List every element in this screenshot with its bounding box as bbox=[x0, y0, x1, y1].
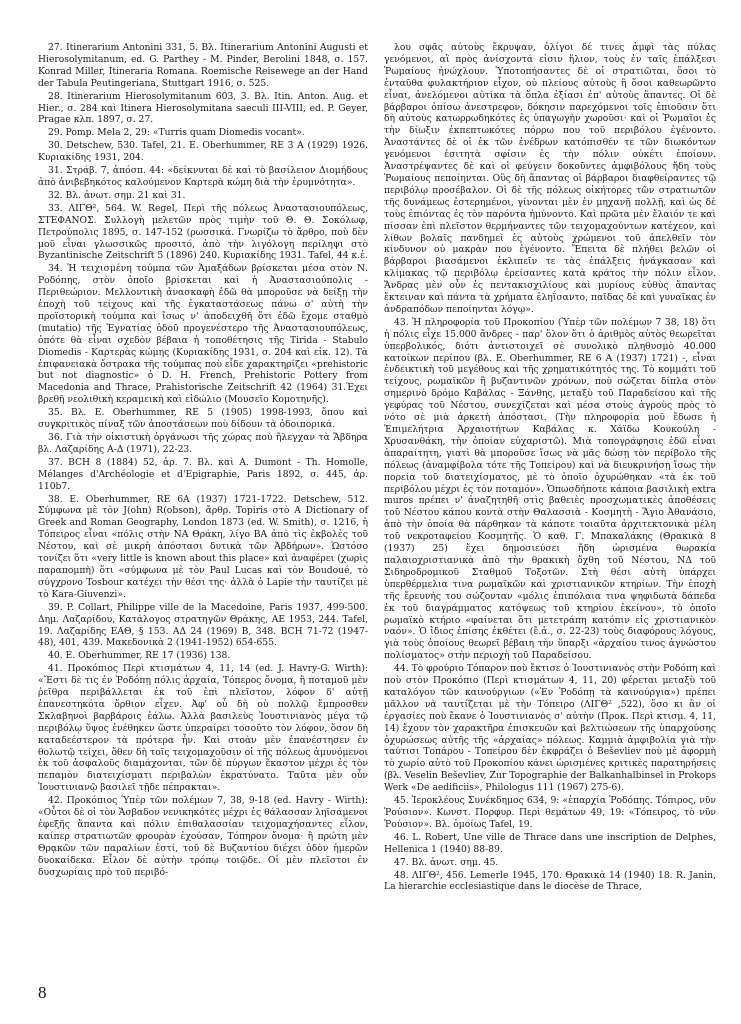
footnote: 36. Γιὰ τὴν οἰκιστικὴ ὀργάνωσι τῆς χώρας ποὺ ἤλεγχαν τὰ Ἄβδηρα βλ. Λαζαρίδης Α-Δ (1971), 22-23. bbox=[38, 432, 368, 455]
footnote: 30. Detschew, 530. Tafel, 21. E. Oberhummer, RE 3 A (1929) 1926. Κυριακίδης 1931, 204. bbox=[38, 140, 368, 164]
page-number: 8 bbox=[38, 983, 47, 1002]
footnote: 46. L. Robert, Une ville de Thrace dans une inscription de Delphes, Hellenica 1 (1940) 88-89. bbox=[384, 831, 716, 855]
footnote: 35. Βλ. E. Oberhummer, RE 5 (1905) 1998-1993, ὅπου καὶ συγκριτικὸς πίναξ τῶν ἀποστάσεων ποὺ δίδουν τὰ ὁδοιπορικά. bbox=[38, 407, 368, 431]
footnote: 28. Itinerarium Hierosolymitanum 603, 3. Βλ. Itin. Anton. Aug. et Hier., σ. 284 καὶ Itinera Hierosolymitana saeculi III-VIII, ed. P. Geyer, Pragae κλπ. 1897, σ. 27. bbox=[38, 90, 368, 126]
footnote: λου σφᾶς αὐτοὺς ἔκρυψαν, ὀλίγοι δέ τινες ἀμφὶ τὰς πύλας γενόμενοι, αἳ πρὸς ἀνίσχοντά εἰσιν ἥλιον, τοὺς ἐν ταῖς ἐπάλξεσι Ῥωμαίους ἠνώχλουν. Ὑποτοπήσαντες δὲ οἱ στρατιῶται, ὅσοι τὸ ἐνταῦθα φυλακτήριον εἶχον, οὐ πλείους αὐτοὺς ἢ ὅσοι καθεωρῶντο εἶναι, ἀνελόμενοι αὐτίκα τὰ ὅπλα ἐξίασι ἐπ' αὐτοὺς ἅπαντες. Οἱ δὲ βάρβαροι ὀπίσω ἀνεστρεφον, δόκησιν παρεχόμενοι τοῖς ἐπιοῦσιν ὅτι δὴ αὐτοὺς κατωρρωδηκότες ἐς ὑπαγωγὴν χωροῦσι· καὶ οἱ Ῥωμαῖοι ἐς τὴν δίωξιν ἐκπεπτωκότες πόρρω που τοῦ περιβόλου ἐγένοντο. Ἀναστάντες δὲ οἱ ἐκ τῶν ἐνέδρων κατόπισθέν τε τῶν διωκόντων γενόμενοι ἐσιτητὰ σφίσιν ἐς τὴν πόλιν οὐκέτι ἐποίουν. Ἀναστρέψαντες δὲ καὶ οἱ φεύγειν δοκοῦντες ἀμφιβόλους ἤδη τοὺς Ῥωμαίους πεποίηνται. Οὓς δὴ ἅπαντας οἱ βάρβαροι διαφθείραντες τῷ περιβόλῳ προσέβαλον. Οἱ δὲ τῆς πόλεως οἰκήτορες τῶν στρατιωτῶν τῆς δυνάμεως ἐστερημένοι, γίνονται μὲν ἐν μηχανῇ πολλῇ, καὶ ὡς δὲ τοὺς ἐπιόντας ἐς τὸν παρόντα ἠμύνοντο. Καὶ πρῶτα μὲν ἔλαιόν τε καὶ πίσσαν ἐπὶ πλεῖστον θερμήναντες τῶν τειχομαχούντων κατέχεον, καὶ λίθων βολαῖς πανδημεὶ ἐς αὐτοὺς χρώμενοι τοῦ ἀπελθεῖν τὸν κίνδυνον οὐ μακρὰν που ἐγένοντο. Ἔπειτα δὲ πλήθει βελῶν οἱ βάρβαροι βιασάμενοι ἐκλιπεῖν τε τὰς ἐπάλξεις ἠνάγκασαν καὶ κλίμακας τῷ περιβόλῳ ἐρείσαντες κατὰ κράτος τὴν πόλιν εἷλον. Ἄνδρας μὲν οὖν ἐς πεντακισχιλίους καὶ μυρίους εὐθὺς ἅπαντας ἔκτειναν καὶ πάντα τὰ χρήματα ἐληΐσαντο, παῖδας δὲ καὶ γυναῖκας ἐν ἀνδραπόδων πεποίηνται λόγῳ». bbox=[384, 42, 716, 315]
footnote: 31. Στράβ. 7, ἀπόσπ. 44: «δείκνυται δὲ καὶ τὸ βασίλειον Διομήδους ἀπὸ ἀνιβεβηκότος καλούμενον Καρτερὰ κώμη διὰ τὴν ἐρυμνότητα». bbox=[38, 165, 368, 188]
footnote: 37. BCH 8 (1884) 52, ἀρ. 7. Βλ. καὶ A. Dumont - Th. Homolle, Mélanges d'Archéologie et d'Epigraphie, Paris 1892, σ. 445, ἀρ. 110b7. bbox=[38, 456, 368, 492]
footnote: 34. Ἡ τειχισμένη τούμπα τῶν Ἀμαξάδων βρίσκεται μέσα στὸν Ν. Ροδόπης, στὸν ὁποῖο βρίσκεται καὶ ἡ Ἀναστασιούπολις - Περιθεώριον. Μελλοντικὴ ἀνασκαφὴ ἐδῶ θὰ μποροῦσε νὰ δείξῃ τὴν ἐποχὴ τοῦ τείχους καὶ τῆς ἐγκαταστάσεως πάνω σ' αὐτὴ τὴν προϊστορικὴ τούμπα καὶ ἴσως ν' ἀποδειχθῆ ὅτι ἐδῶ ἔχομε σταθμὸ (mutatio) τῆς Ἐγνατίας ὁδοῦ προγενέστερο τῆς Ἀναστασιουπόλεως, ὁπότε θὰ εἶναι σχεδὸν βέβαια ἡ τοποθέτησις τῆς Tirida - Stabulo Diomedis - Καρτερὰς κώμης (Κυριακίδης 1931, σ. 204 καὶ εἰκ. 12). Τὰ ἐπιφανειακὰ ὄστρακα τῆς τούμπας ποὺ εἶδε χαρακτηρίζει «prehistoric but not diagnostic» ὁ D. H. French, Prehistoric Pottery from Macedonia and Thrace, Prahistorische Zeitschrift 42 (1964) 31.Ἐχει βρεθῆ νεολιθικὴ κεραμεικὴ καὶ εἰδώλιο (Μουσεῖο Κομοτηνῆς). bbox=[38, 263, 368, 406]
footnote: 44. Τὸ φρούριο Τόπαρον ποὺ ἔκτισε ὁ Ἰουστινιανὸς στὴν Ροδόπη καὶ ποὺ στὸν Προκόπιο (Περὶ κτισμάτων 4, 11, 20) φέρεται μεταξὺ τοῦ καταλόγου τῶν καινούργιων («Ἐν Ῥοδόπῃ τὰ καινούργια») πρέπει μᾶλλον νὰ ταυτίζεται μὲ τὴν Τόπειρο (ΛΙΓΘ² ,522), ὅσο κι ἂν οἱ ἐργασίες ποὺ ἔκανε ὁ Ἰουστινιανὸς σ' αὐτὴν (Προκ. Περὶ κτισμ. 4, 11, 14) ἔχουν τὸν χαρακτῆρα ἐπισκευῶν καὶ βελτιώσεων τῆς ὑπαρχούσης ὀχυρώσεως αὐτῆς τῆς «ἀρχαίας» πόλεως. Καμμιὰ ἀμφιβολία γιὰ τὴν ταύτισι Τοπάρου - Τοπείρου δὲν ἐκφράζει ὁ Beševliev ποὺ μὲ ἀφορμὴ τὸ χωρίο αὐτὸ τοῦ Προκοπίου κάνει ὡρισμένες κριτικὲς παρατηρήσεις (βλ. Veselin Beševliev, Zur Topographie der Balkanhalbinsel in Prokops Werk «De aedificiis», Philologus 111 (1967) 275-6). bbox=[384, 663, 716, 794]
footnote: 41. Προκόπιος Περὶ κτισμάτων 4, 11, 14 (ed. J. Havry-G. Wirth): «Ἔστι δὲ τις ἐν Ῥοδόπῃ πόλις ἀρχαία, Τόπερος ὄνομα, ἣ ποταμοῦ μὲν ῥεῖθρα περιβάλλεται ἐκ τοῦ ἐπὶ πλεῖστον, λόφον δ' αὐτῇ ἐπανεστηκότα ὄρθιον εἶχεν. Ἀφ' οὗ δὴ οὐ πολλῷ ἔμπροσθεν Σκλαβηνοὶ βαρβάροις ἑάλω. Ἀλλὰ βασιλεὺς Ἰουστινιανὸς μέγα τῷ περιβόλῳ ὕψος ἐνέθηκεν ὥστε ὑπεραίρει τοσοῦτο τὸν λόφον, ὅσον δὴ καταδεέστερον τὰ πρότερα ἦν. Καὶ στοὰν μὲν ἐπανέστησεν ἐν θολωτῷ τείχει, ὅθεν δὴ τοῖς τειχομαχοῦσιν οἱ τῆς πόλεως ἀμυνόμενοι ἐκ τοῦ ἀσφαλοῦς διαμάχονται, τῶν δὲ πύργων ἕκαστον μέχρι ἐς τὸν πεπαμὸν διατειχίσματι περιβαλὼν ἐκρατύνατο. Ταῦτα μὲν οὖν Ἰουστινιανῷ βασιλεῖ τῇδε πέπρακται». bbox=[38, 663, 368, 794]
footnote: 48. ΛΙΓΘ², 456. Lemerle 1945, 170. Θρακικὰ 14 (1940) 18. R. Janin, La hierarchie ecclesiastique dans le diocèse de Thrace, bbox=[384, 869, 716, 893]
footnote: 38. E. Oberhummer, RE 6A (1937) 1721-1722. Detschew, 512. Σύμφωνα μὲ τὸν J(ohn) R(obson), ἄρθρ. Topiris στὸ A Dictionary of Greek and Roman Geography, London 1873 (ed. W. Smith), σ. 1216, ἡ Τόπειρος εἶναι «πόλις στὴν ΝΑ Θράκη, λίγο ΒΑ ἀπὸ τὶς ἐκβολὲς τοῦ Νέστου, καὶ σὲ μικρὴ ἀπόστασι δυτικὰ τῶν Ἀβδήρων». Ὡστόσο τονίζει ὅτι «very little is known about this place» καὶ ἀναφέρει (χωρὶς παραπομπὴ) ὅτι «σύμφωνα μὲ τὸν Paul Lucas καὶ τὸν Boudoué, τὸ σύγχρονο Tosbour κατέχει τὴν θέσι της· ἀλλὰ ὁ Lapie τὴν ταυτίζει μὲ τὸ Kara-Giuvenzi». bbox=[38, 493, 368, 600]
footnote: 43. Ἡ πληροφορία τοῦ Προκοπίου (Ὑπὲρ τῶν πολέμων 7 38, 18) ὅτι ἡ πόλις εἶχε 15.000 ἄνδρες - παρ' ὅλον ὅτι ὁ ἀριθμὸς αὐτὸς θεωρεῖται ὑπερβολικός, διότι ἀντιστοιχεῖ σὲ συνολικὸ πληθυσμὸ 40.000 κατοίκων περίπου (βλ. E. Oberhummer, RE 6 A (1937) 1721) -, εἶναι ἐνδεικτικὴ τοῦ μεγέθους καὶ τῆς χρηματικότητός της. Τὸ κομμάτι τοῦ τείχους, ρωμαϊκῶν ἢ βυζαντινῶν χρόνων, ποὺ σώζεται δίπλα στὸν σημερινὸ δρόμο Καβάλας - Ξάνθης, μεταξὺ τοῦ Παραδείσου καὶ τῆς γεφύρας τοῦ Νέστου, συνεχίζεται καὶ μέσα στοὺς ἀγροὺς πρὸς τὸ νότο σὲ μιὰ ἀρκετὴ ἀπόστασι. (Τὴν πληροφορία μοῦ ἔδωσε ἡ Ἐπιμελήτρια Ἀρχαιοτήτων Καβάλας κ. Χάϊδω Κουκούλη - Χρυσανθάκη, τὴν ὁποίαν εὐχαριστῶ). Μιὰ τοπογράφησις ἐδῶ εἶναι ἀπαραίτητη, γιατὶ θὰ μποροῦσε ἴσως νὰ μᾶς δώσῃ τὸν περίβολο τῆς πόλεως (ἀναμφίβολα τότε τῆς Τοπείρου) καὶ νὰ διευκρινήσῃ ἴσως τὴν πορεία τοῦ διατειχίσματος, μὲ τὸ ὁποῖο ὀχυρώθηκαν «τὰ ἐκ τοῦ περιβόλου μέχρι ἐς τὸν ποταμόν». Ὁπωσδήποτε κάποια βασιλικὴ extra muros πρέπει ν' ἀναζητηθῆ στὶς βαθειὲς προσχωματικὲς ἀποθέσεις τοῦ Νέστου κάπου κοντὰ στὴν Θαλασσιὰ - Κοσμητὴ - Ἅγιο Ἀθανάσιο, ἀπὸ τὴν ὁποία θὰ πάρθηκαν τὰ κάποτε τοιαῦτα ἀρχιτεκτονικὰ μέλη τοῦ νεκροταφείου Κοσμητῆς. Ὁ καθ. Γ. Μπακαλάκης (Θρακικὰ 8 (1937) 25) ἔχει δημοσιεύσει ἤδη ὡρισμένα θωρακία παλαιοχριστιανικὰ ἀπὸ τὴν θρακικὴ ὄχθη τοῦ Νέστου, ΝΔ τοῦ Σιδηροδρομικοῦ Σταθμοῦ Τοξοτῶν. Στὴ θέσι αὐτὴ ὑπάρχει ὑπερθέρμελια τινα ρωμαϊκῶν καὶ χριστιανικῶν κτηρίων. Τὴν ἐποχὴ τῆς ἔρευνής του σώζονταν «μόλις ἐπιπόλαια τινα ψηφιδωτὰ δάπεδα ἐκ τοῦ διαγράμματος κατόψεως τοῦ κτηρίου ἐκείνου», τὸ ὁποῖο ρωμαϊκὸ κτήριο «φαίνεται ὅτι μετετράπη κατόπιν εἰς χριστιανικὸν ναόν». Ὁ ἴδιος ἐπίσης ἐκθέτει (ἔ.ἀ., σ. 22-23) τοὺς διαφόρους λόγους, γιὰ τοὺς ὁποίους θεωρεῖ βέβαιη τὴν ὕπαρξι «ἀρχαίου τινος ἀγνώστου πολίσματος» στὴν περιοχὴ τοῦ Παραδείσου. bbox=[384, 316, 716, 662]
footnote: 32. Βλ. ἀνωτ. σημ. 21 καὶ 31. bbox=[48, 189, 186, 201]
footnote: 29. Pomp. Mela 2, 29: «Turris quam Diomedis vocant». bbox=[48, 127, 305, 139]
footnotes-right-column bbox=[384, 42, 716, 894]
footnotes-left-column bbox=[38, 42, 368, 880]
footnote: 42. Προκόπιος Ὑπὲρ τῶν πολέμων 7, 38, 9-18 (ed. Havry - Wirth): «Οὗτοι δὲ οἱ τὸν Ἄσβαδον νενικηκότες μέχρι ἐς θάλασσαν ληϊσάμενοι ἐφεξῆς ἅπαντα καὶ πόλιν ἐπιθαλασσίαν τειχομαχήσαντες εἷλον, καίπερ στρατιωτῶν φρουρὰν ἐχούσαν, Τόπηρον ὄνομα· ἣ πρώτη μὲν Θρᾳκῶν τῶν παραλίων ἐστί, τοῦ δὲ Βυζαντίου διέχει ὁδὸν ἡμερῶν δυοκαίδεκα. Εἷλον δὲ αὐτὴν τρόπῳ τοιῷδε. Οἱ μὲν πλεῖστοι ἐν δυσχωρίαις πρὸ τοῦ περιβό- bbox=[38, 795, 368, 878]
footnote: 45. Ἱεροκλέους Συνέκδημος 634, 9: «ἐπαρχία Ῥοδόπης. Τόπιρος, νῦν Ῥούσιον». Κωνστ. Πορφυρ. Περὶ θεμάτων 49, 19: «Τόπειρος, τὸ νῦν Ῥούσιον». Βλ. ὁμοίως Tafel, 19. bbox=[384, 795, 716, 830]
footnote: 40. E. Oberhummer, RE 17 (1936) 138. bbox=[48, 650, 231, 662]
footnote: 47. Βλ. ἀνωτ. σημ. 45. bbox=[394, 856, 499, 868]
footnote: 39. P. Collart, Philippe ville de la Macedoine, Paris 1937, 499-500. Δημ. Λαζαρίδου, Κατάλογος στρατηγῶν Θράκης, ΑΕ 1953, 244. Tafel, 19. Λαζαρίδης ΕΑΘ, § 153. ΑΔ 24 (1969) Β, 348. BCH 71-72 (1947-48), 401, 439. Μακεδονικὰ 2 (1941-1952) 654-655. bbox=[38, 601, 368, 649]
footnote: 27. Itinerarium Antonini 331, 5. Βλ. Itinerarium Antonini Augusti et Hierosolymitanum, ed. G. Parthey - M. Pinder, Berolini 1848, σ. 157. Konrad Miller, Itineraria Romana. Roemische Reisewege an der Hand der Tabula Peutingeriana, Stuttgart 1916, σ. 525. bbox=[38, 42, 368, 89]
footnote: 33. ΛΙΓΘ², 564. W. Regel, Περὶ τῆς πόλεως Ἀναστασιουπόλεως, ΣΤΕΦΑΝΟΣ. Συλλογὴ μελετῶν πρὸς τιμὴν τοῦ Θ. Θ. Σοκόλωφ, Πετρούπολις 1895, σ. 147-152 (ρωσσικά. Γνωρίζω τὸ ἄρθρο, ποὺ δὲν μοῦ εἶναι γλωσσικῶς προσιτό, ἀπὸ τὴν λιγόλογη περίληψι στὸ Byzantinische Zeitschrift 5 (1896) 240. Κυριακίδης 1931. Tafel, 44 κ.ἑ. bbox=[38, 202, 368, 262]
